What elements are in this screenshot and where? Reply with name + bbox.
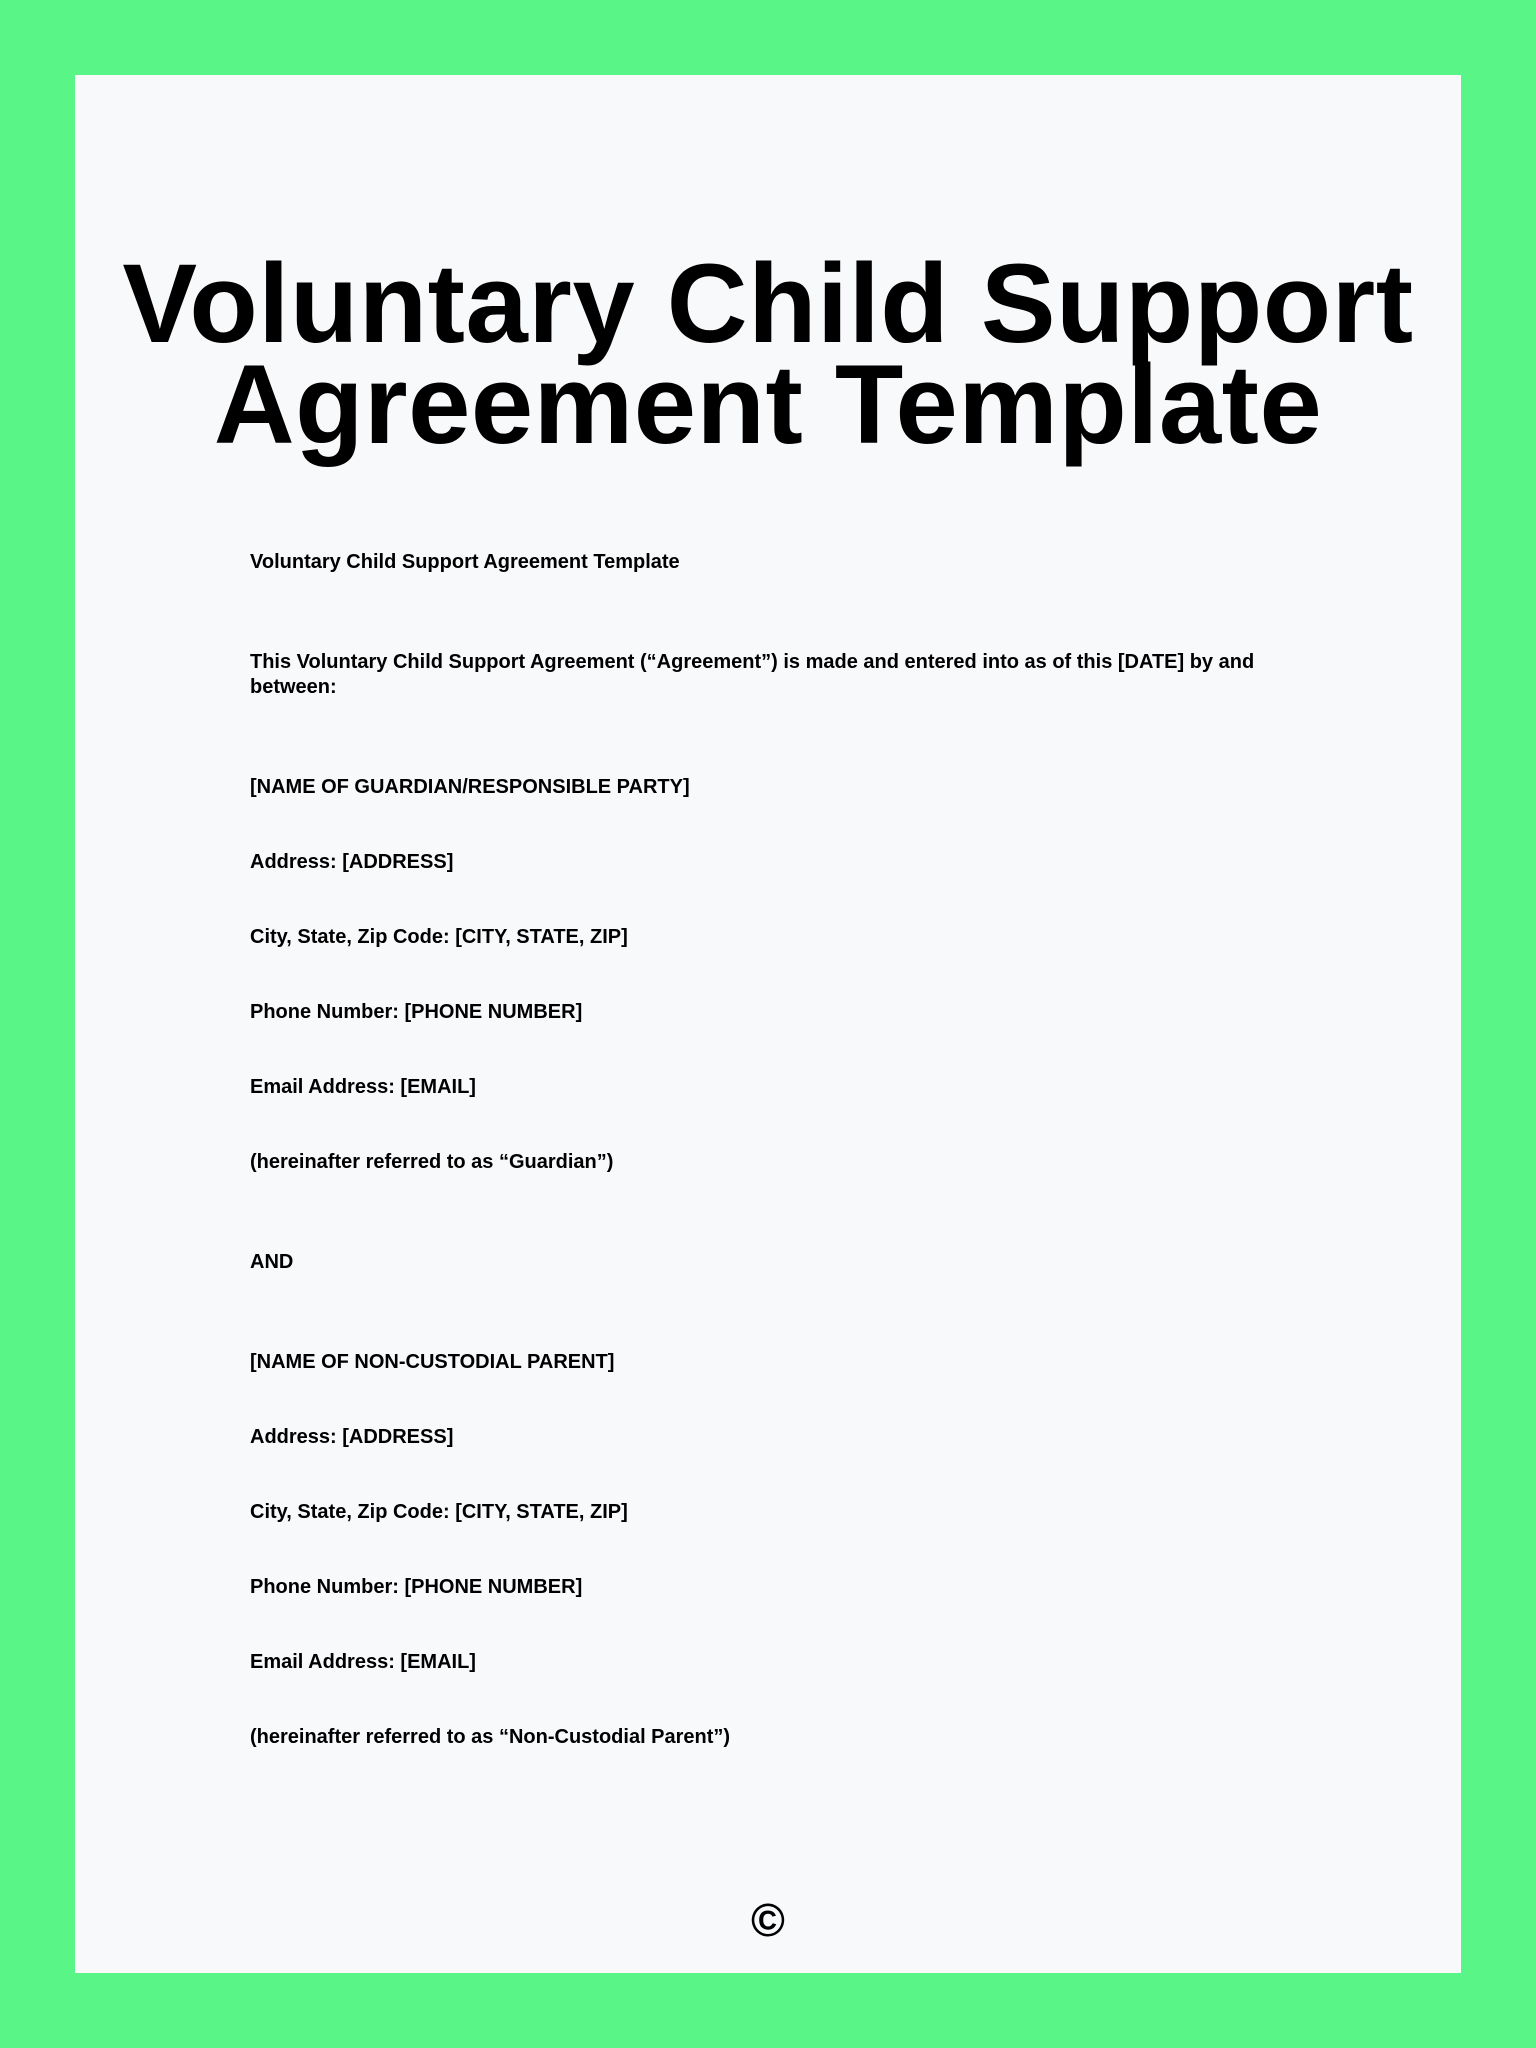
document-title-line-2: Agreement Template (213, 342, 1323, 467)
parent-name: [NAME OF NON-CUSTODIAL PARENT] (250, 1351, 615, 1373)
and-separator: AND (250, 1251, 294, 1273)
parent-referred-as: (hereinafter referred to as “Non-Custodial Parent”) (250, 1726, 731, 1748)
parent-phone: Phone Number: [PHONE NUMBER] (250, 1576, 583, 1598)
document-title (75, 241, 1461, 467)
intro-paragraph: This Voluntary Child Support Agreement (“Agreement”) is made and entered into as of this [DATE] by and between: (250, 651, 1255, 698)
document-heading: Voluntary Child Support Agreement Template (250, 551, 680, 573)
parent-city-state-zip: City, State, Zip Code: [CITY, STATE, ZIP] (250, 1501, 628, 1523)
copyright-icon: © (751, 1894, 785, 1946)
guardian-address: Address: [ADDRESS] (250, 851, 454, 873)
parent-email: Email Address: [EMAIL] (250, 1651, 476, 1673)
document-title-line-1: Voluntary Child Support (122, 241, 1414, 366)
guardian-phone: Phone Number: [PHONE NUMBER] (250, 1001, 583, 1023)
guardian-name: [NAME OF GUARDIAN/RESPONSIBLE PARTY] (250, 776, 690, 798)
guardian-referred-as: (hereinafter referred to as “Guardian”) (250, 1151, 614, 1173)
guardian-city-state-zip: City, State, Zip Code: [CITY, STATE, ZIP] (250, 926, 628, 948)
document-page (75, 75, 1461, 1973)
guardian-email: Email Address: [EMAIL] (250, 1076, 476, 1098)
parent-address: Address: [ADDRESS] (250, 1426, 454, 1448)
